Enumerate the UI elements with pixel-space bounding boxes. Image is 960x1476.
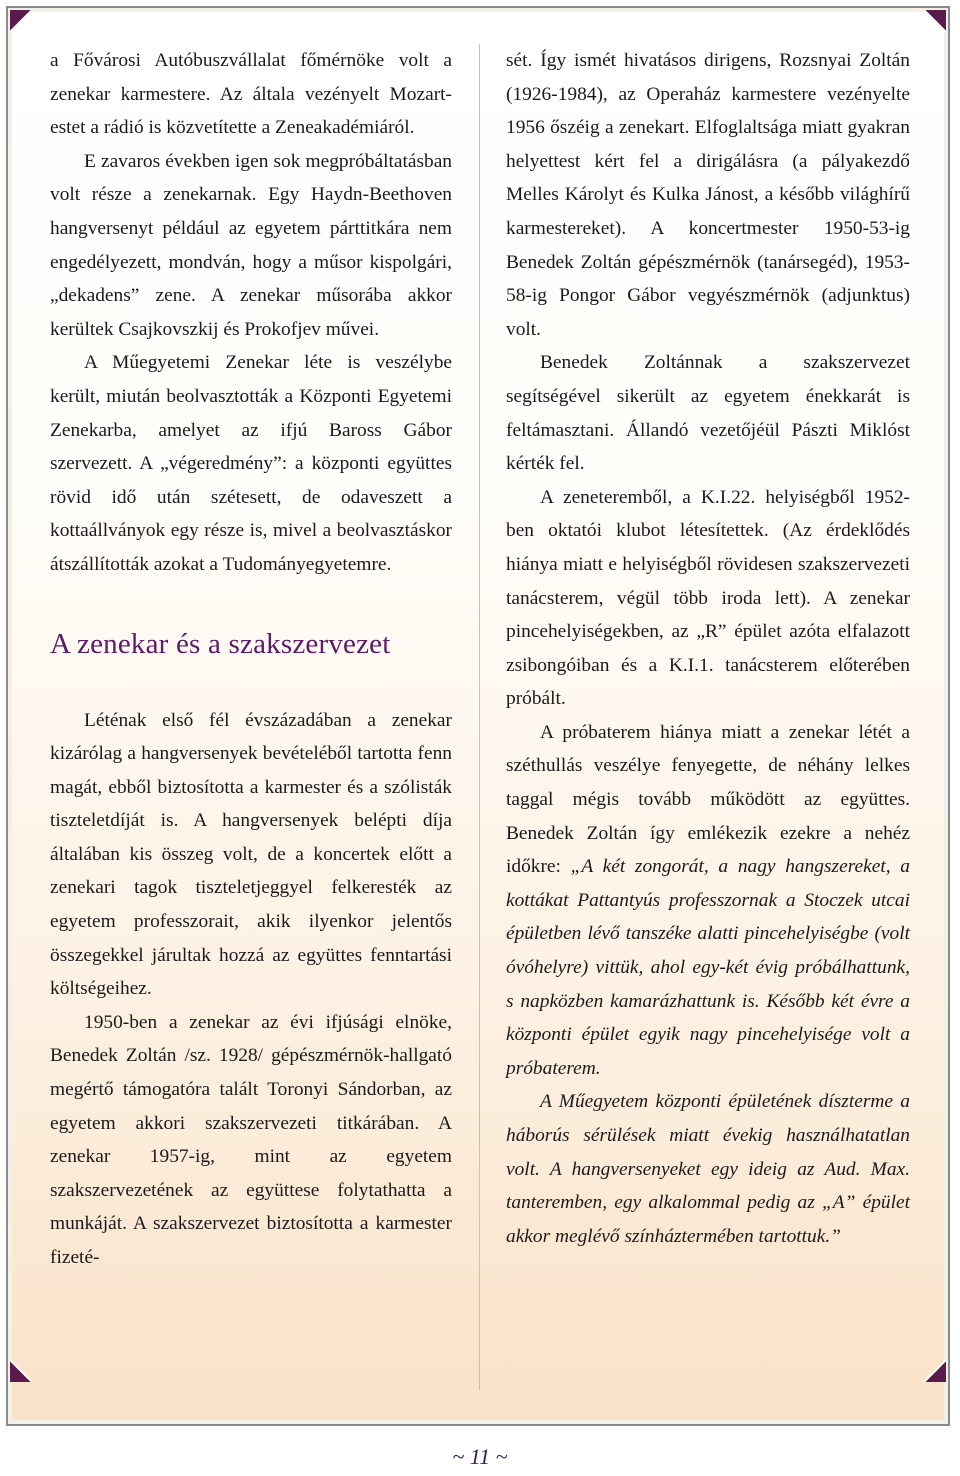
left-column	[50, 44, 452, 1275]
paragraph	[506, 716, 910, 1086]
paragraph: E zavaros években igen sok megpróbáltatásban volt része a zenekarnak. Egy Haydn-Beethoven hangversenyt például az egyetem párttitkára nem engedélyezett, mondván, hogy a műsor kispolgári, „dekadens” zene. A zenekar műsorába akkor kerültek Csajkovszkij és Prokofjev művei.	[50, 150, 452, 340]
paragraph: Léténak első fél évszázadában a zenekar kizárólag a hangversenyek bevételéből tartotta fenn magát, ebből biztosította a karmester és a szólisták tiszteletdíját is. A hangversenyek belépti díja általában kis összeg volt, de a koncertek előtt a zenekari tagok tiszteletjeggyel felkeresték az egyetem professzorait, akik ilyenkor jelentős összegekkel járultak hozzá az együttes fenntartási költségeihez.	[50, 709, 452, 1000]
section-heading: A zenekar és a szakszervezet	[50, 627, 391, 660]
paragraph: 1950-ben a zenekar az évi ifjúsági elnöke, Benedek Zoltán /sz. 1928/ gépészmérnök-hallgató megértő támogatóra talált Toronyi Sándorban, az egyetem akkori szakszervezeti titkárában. A zenekar 1957-ig, mint az egyetem szakszervezetének az együttese folytathatta a munkáját. A szakszervezet biztosította a karmester fizeté-	[50, 1011, 452, 1268]
corner-ornament-icon	[10, 1360, 32, 1382]
paragraph-text: A próbaterem hiánya miatt a zenekar létét a széthullás veszélye fenyegette, de néhány lelkes taggal mégis tovább működött az együttes. Benedek Zoltán így emlékezik ezekre a nehéz időkre:	[506, 721, 910, 878]
page-number: ~ 11 ~	[452, 1444, 508, 1469]
corner-ornament-icon	[924, 1360, 946, 1382]
paragraph: A zeneteremből, a K.I.22. helyiségből 1952-ben oktatói klubot létesítettek. (Az érdeklődés hiánya miatt e helyiségből rövidesen szakszervezeti tanácsterem, végül több iroda lett). A zenekar pincehelyiségekben, az „R” épület azóta elfalazott zsibongóiban és a K.I.1. tanácsterem előterében próbált.	[506, 486, 910, 710]
right-column	[506, 44, 910, 1253]
quotation: „A két zongorát, a nagy hangszereket, a kottákat Pattantyús professzornak a Stoczek utcai épületben lévő tanszéke alatti pincehelyiségbe (volt óvóhelyre) vittük, ahol egy-két évig próbálhattunk, s napközben kamarázhattunk is. Később két évre a központi épület egyik nagy pincehelyisége volt a próbaterem.	[506, 856, 910, 1079]
paragraph: a Fővárosi Autóbuszvállalat főmérnöke volt a zenekar karmestere. Az általa vezényelt Mozart-estet a rádió is közvetítette a Zeneakadémiáról.	[50, 50, 452, 139]
column-divider	[479, 44, 480, 1390]
corner-ornament-icon	[10, 10, 32, 32]
paragraph: sét. Így ismét hivatásos dirigens, Rozsnyai Zoltán (1926-1984), az Operaház karmestere vezényelte 1956 őszéig a zenekart. Elfoglaltsága miatt gyakran helyettest kért fel a dirigálásra (a pályakezdő Melles Károlyt és Kulka Jánost, a később világhírű karmestereket). A koncertmester 1950-53-ig Benedek Zoltán gépészmérnök (tanársegéd), 1953-58-ig Pongor Gábor vegyészmérnök (adjunktus) volt.	[506, 50, 910, 340]
paragraph: Benedek Zoltánnak a szakszervezet segítségével sikerült az egyetem énekkarát is feltámasztani. Állandó vezetőjéül Pászti Miklóst kérték fel.	[506, 352, 910, 475]
paragraph: A Műegyetemi Zenekar léte is veszélybe került, miután beolvasztották a Központi Egyetemi Zenekarba, amelyet az ifjú Baross Gábor szervezett. A „végeredmény”: a központi együttes rövid idő után szétesett, de odaveszett a kottaállványok egy része is, mivel a beolvasztáskor átszállították azokat a Tudományegyetemre.	[50, 352, 452, 575]
quotation-paragraph: A Műegyetem központi épületének díszterme a háborús sérülések miatt évekig használhatatlan volt. A hangversenyeket egy ideig az Aud. Max. tanteremben, egy alkalommal pedig az „A” épület akkor meglévő színháztermében tartottuk.”	[506, 1091, 910, 1247]
corner-ornament-icon	[924, 10, 946, 32]
